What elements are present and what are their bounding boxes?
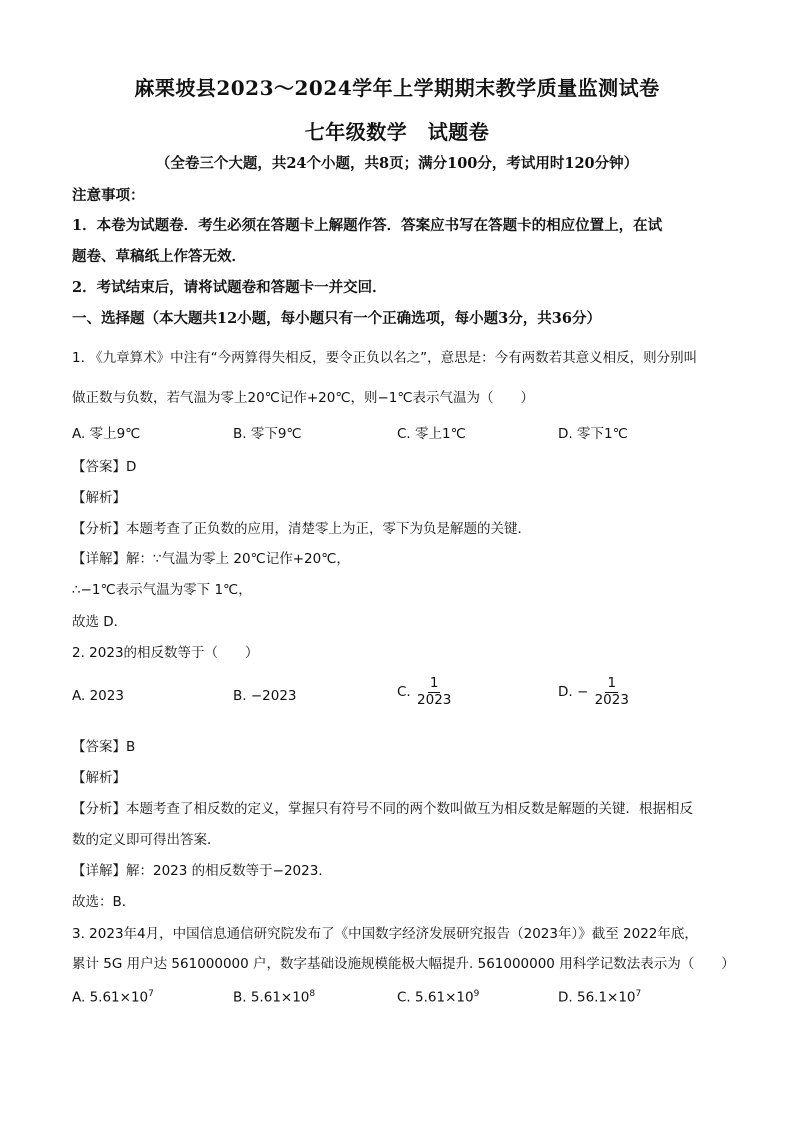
q2-fenxi-label: 【分析】	[72, 801, 126, 817]
q2-xiangjie-label: 【详解】	[72, 863, 126, 879]
q2-option-c-fraction	[415, 676, 453, 708]
q2-stem: 2. 2023的相反数等于（ ）	[72, 645, 259, 661]
q2-answer-value: B	[126, 739, 136, 755]
q1-xiangjie	[72, 547, 732, 567]
q1-option-b: B. 零下9℃	[233, 426, 302, 442]
q2-option-d-fraction	[593, 676, 631, 708]
q2-answer-label: 【答案】	[72, 739, 126, 755]
notice-item-1b: 题卷、草稿纸上作答无效．	[72, 248, 246, 265]
q3-option-b	[233, 989, 315, 1006]
q2-option-c-label: C.	[397, 684, 411, 701]
q2-option-c	[397, 676, 453, 708]
notice-heading: 注意事项：	[72, 187, 145, 204]
q1-xiangjie-2: ∴−1℃表示气温为零下 1℃，	[72, 582, 252, 598]
q1-xiangjie-label: 【详解】	[72, 551, 126, 567]
q3-option-c-exponent: 9	[473, 989, 480, 999]
q1-xiangjie-3: 故选 D．	[72, 614, 128, 630]
q2-option-d-label: D.	[558, 684, 573, 701]
q3-option-a	[72, 989, 154, 1006]
q2-option-d-sign: −	[576, 684, 589, 701]
q1-option-a: A. 零上9℃	[72, 426, 141, 442]
q2-answer	[72, 735, 732, 755]
q2-xiangjie-1: 解：2023 的相反数等于−2023．	[126, 863, 332, 879]
q2-option-d-numerator: 1	[607, 675, 617, 691]
q2-fenxi-text-a: 本题考查了相反数的定义，掌握只有符号不同的两个数叫做互为相反数是解题的关键．根据相反	[126, 801, 693, 817]
q3-stem-b: 累计 5G 用户达 561000000 户，数字基础设施规模能极大幅提升. 561000000 用科学记数法表示为（ ）	[72, 956, 735, 972]
q2-option-c-denominator: 2023	[417, 691, 452, 708]
q2-fenxi-text-b: 数的定义即可得出答案．	[72, 832, 221, 848]
q1-answer	[72, 455, 732, 475]
q1-fenxi-label: 【分析】	[72, 521, 126, 537]
q3-option-c-base: C. 5.61×10	[397, 989, 474, 1006]
q3-option-b-base: B. 5.61×10	[233, 989, 310, 1006]
exam-info: （全卷三个大题，共24个小题，共8页；满分100分，考试用时120分钟）	[155, 155, 639, 172]
q2-option-b: B. −2023	[233, 688, 297, 704]
q3-option-c	[397, 989, 479, 1006]
q1-stem-a: 1. 《九章算术》中注有“今两算得失相反，要令正负以名之”，意思是：今有两数若其意义相反，则分别叫	[72, 350, 698, 366]
q1-fenxi	[72, 517, 732, 537]
q2-option-d-denominator: 2023	[594, 691, 629, 708]
q2-xiangjie-2: 故选：B．	[72, 894, 136, 910]
q1-stem-b: 做正数与负数，若气温为零上20℃记作+20℃，则−1℃表示气温为（ ）	[72, 390, 535, 406]
q2-option-d	[558, 676, 631, 708]
q1-fenxi-text: 本题考查了正负数的应用，清楚零上为正，零下为负是解题的关键．	[126, 521, 531, 537]
q1-option-d: D. 零下1℃	[558, 426, 628, 442]
exam-subtitle: 七年级数学 试题卷	[304, 120, 490, 144]
q3-option-a-exponent: 7	[148, 989, 154, 999]
notice-item-2: 2．考试结束后，请将试题卷和答题卡一并交回．	[72, 279, 387, 296]
q1-option-c: C. 零上1℃	[397, 426, 466, 442]
section-1-heading: 一、选择题（本大题共12小题，每小题只有一个正确选项，每小题3分，共36分）	[72, 310, 601, 327]
q1-analysis-label: 【解析】	[72, 490, 126, 506]
q2-option-c-numerator: 1	[429, 675, 439, 691]
q1-xiangjie-1: 解：∵气温为零上 20℃记作+20℃，	[126, 551, 350, 567]
q1-answer-value: D	[126, 459, 137, 475]
exam-title: 麻栗坡县2023～2024学年上学期期末教学质量监测试卷	[134, 76, 660, 100]
q2-fenxi	[72, 797, 732, 817]
q2-option-a: A. 2023	[72, 688, 124, 704]
q2-xiangjie	[72, 859, 732, 879]
q3-stem-a: 3. 2023年4月，中国信息通信研究院发布了《中国数字经济发展研究报告（2023年）》截至 2022年底，	[72, 926, 698, 942]
q3-option-a-base: A. 5.61×10	[72, 989, 149, 1006]
q2-analysis-label: 【解析】	[72, 770, 126, 786]
notice-item-1a: 1．本卷为试题卷．考生必须在答题卡上解题作答．答案应书写在答题卡的相应位置上，在试	[72, 217, 663, 234]
q3-option-d-base: D. 56.1×10	[558, 989, 636, 1006]
q3-option-b-exponent: 8	[309, 989, 316, 999]
q3-option-d-exponent: 7	[635, 989, 642, 999]
q3-option-d	[558, 989, 641, 1006]
q1-answer-label: 【答案】	[72, 459, 126, 475]
